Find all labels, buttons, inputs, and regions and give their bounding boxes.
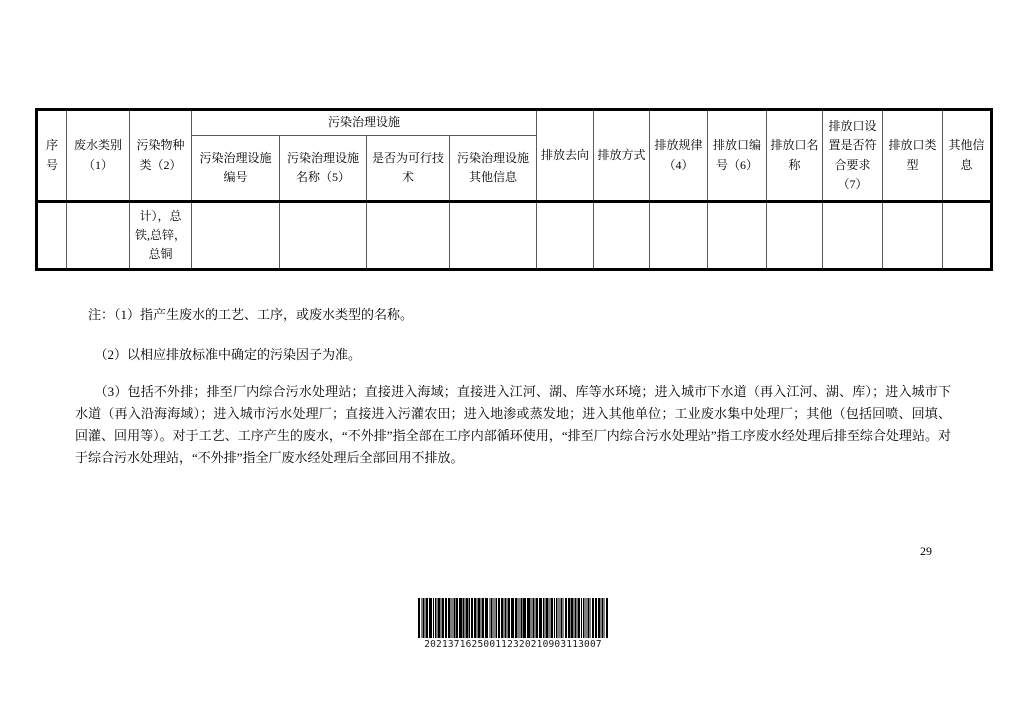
cell-outlet-type (883, 202, 943, 270)
note-3: （3）包括不外排；排至厂内综合污水处理站；直接进入海域；直接进入江河、湖、库等水环境；进入城市下水道（再入江河、湖、库）；进入城市下水道（再入沿海海域）；进入城市污水处理厂；直接进入污灌农田；进入地渗或蒸发地；进入其他单位；工业废水集中处理厂；其他（包括回喷、回填、回灌、回用等）。对于工艺、工序产生的废水，“不外排”指全部在工序内部循环使用，“排至厂内综合污水处理站”指工序废水经处理后排至综合处理站。对于综合污水处理站，“不外排”指全厂废水经处理后全部回用不排放。 (75, 384, 951, 465)
col-header-discharge-destination: 排放去向 (537, 110, 594, 202)
cell-facility-other-info (450, 202, 537, 270)
col-header-outlet-number: 排放口编号（6） (708, 110, 767, 202)
cell-pollutant-type: 计），总铁,总锌，总铜 (130, 202, 192, 270)
cell-facility-number (192, 202, 280, 270)
col-header-serial-number: 序号 (37, 110, 67, 202)
table-row (37, 202, 992, 270)
barcode-number: 202137162500112320210903113007 (424, 639, 602, 650)
cell-discharge-destination (537, 202, 594, 270)
cell-outlet-compliance (823, 202, 883, 270)
col-header-facility-name: 污染治理设施名称（5） (280, 136, 367, 202)
col-header-wastewater-category: 废水类别（1） (67, 110, 130, 202)
col-header-discharge-method: 排放方式 (594, 110, 650, 202)
cell-outlet-name (767, 202, 823, 270)
col-header-feasible-technology: 是否为可行技术 (367, 136, 450, 202)
page-number: 29 (920, 544, 932, 558)
col-header-pollutant-type: 污染物种类（2） (130, 110, 192, 202)
col-header-discharge-pattern: 排放规律（4） (650, 110, 708, 202)
cell-feasible-technology (367, 202, 450, 270)
col-header-outlet-compliance: 排放口设置是否符合要求（7） (823, 110, 883, 202)
cell-other-info (943, 202, 992, 270)
cell-discharge-pattern (650, 202, 708, 270)
cell-facility-name (280, 202, 367, 270)
cell-wastewater-category (67, 202, 130, 270)
cell-discharge-method (594, 202, 650, 270)
col-header-outlet-type: 排放口类型 (883, 110, 943, 202)
wastewater-discharge-table (35, 108, 993, 271)
barcode (418, 598, 608, 650)
col-header-outlet-name: 排放口名称 (767, 110, 823, 202)
note-2: （2）以相应排放标准中确定的污染因子为准。 (94, 347, 362, 362)
col-group-header-treatment-facility: 污染治理设施 (192, 110, 537, 136)
barcode-bars (418, 598, 608, 638)
col-header-facility-other-info: 污染治理设施其他信息 (450, 136, 537, 202)
note-1: 注：（1）指产生废水的工艺、工序，或废水类型的名称。 (88, 307, 414, 322)
col-header-facility-number: 污染治理设施编号 (192, 136, 280, 202)
cell-serial-number (37, 202, 67, 270)
footnotes (75, 305, 951, 469)
col-header-other-info: 其他信息 (943, 110, 992, 202)
cell-outlet-number (708, 202, 767, 270)
